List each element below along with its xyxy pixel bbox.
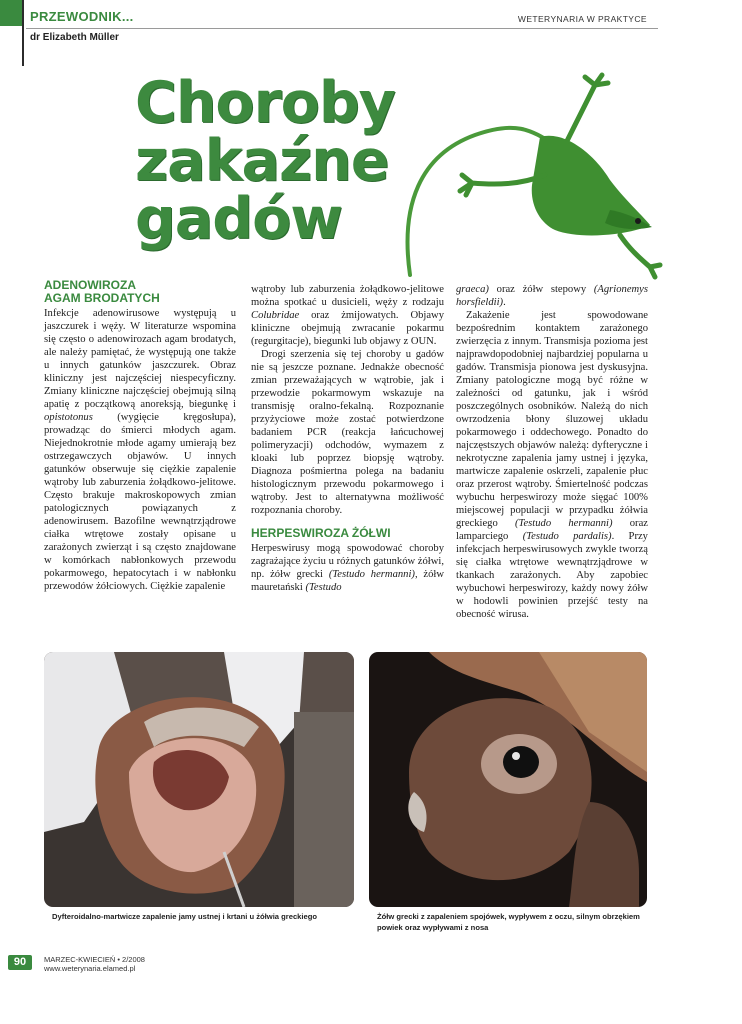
text-run: Herpeswirusy mogą spowodować choroby zagrażające życiu u różnych gatunków żółwi, np. żółw grecki (251, 543, 444, 580)
heading-adenovirus (44, 279, 160, 305)
text-run: , żółw mauretański (251, 569, 445, 593)
left-rule (22, 0, 24, 66)
italic-term: opistotonus (44, 412, 93, 423)
section-label: PRZEWODNIK... (30, 9, 134, 24)
column-2 (251, 283, 444, 594)
photo-tortoise-mouth-image (44, 652, 354, 907)
text-run: . (503, 297, 506, 308)
journal-name: WETERYNARIA W PRAKTYCE (517, 14, 647, 24)
text-run: oraz lamparciego (456, 518, 648, 542)
heading-herpesvirus: HERPESWIROZA ŻÓŁWI (251, 526, 391, 540)
page-number: 90 (8, 955, 32, 970)
text-run: Zakażenie jest spowodowane bezpośrednim kontaktem zarażonego zwierzęcia z innym. Transmisja pozioma jest najprawdopodobniej najbardziej popularna u gadów. Transmisja pionowa jest dyskusyjna. Zmiany patologiczne mogą być różne w zależności od gatunku, jak i wśród poszczególnych osobników. Należą do nich owrzodzenia błony śluzowej układu pokarmowego i oddechowego. Ponadto do najczęstszych objawów należą: dyfteryczne i nekrotyczne zapalenia jamy ustnej i języka, martwicze zapalenie oskrzeli, zapalenie płuc oraz przerost wątroby. Śmiertelność podczas wybuchu herpeswirozy może sięgać 100% miejscowej populacji w przypadku żółwia greckiego (456, 310, 648, 529)
section-color-bar (0, 0, 22, 26)
title-line-1: Choroby (135, 70, 395, 136)
italic-term: (Testudo hermanni) (515, 518, 613, 529)
website-link[interactable]: www.weterynaria.elamed.pl (44, 964, 136, 973)
italic-term: graeca) (456, 284, 489, 295)
paragraph (251, 542, 444, 594)
heading-adenovirus-line-1: ADENOWIROZA (44, 278, 136, 292)
paragraph (251, 283, 444, 348)
header-rule (26, 28, 658, 29)
italic-term: (Testudo pardalis) (522, 531, 612, 542)
text-run: wątroby lub zaburzenia żołądkowo-jelitowe można spotkać u dusicieli, węży z rodzaju (251, 284, 444, 308)
author: dr Elizabeth Müller (30, 32, 119, 43)
text-run: Infekcje adenowirusowe występują u jaszczurek i węży. W literaturze wspomina się często o adenowirozach agam brodatych, ale należy pamiętać, że występują one także u innych gatunków jaszczurek. Obraz kliniczny jest najczęściej niespecyficzny. Zmiany kliniczne najczęściej obejmują silną apatię z początkową anoreksją, biegunkę i (44, 308, 236, 410)
heading-adenovirus-line-2: AGAM BRODATYCH (44, 291, 160, 305)
text-run: . Przy infekcjach herpeswirusowych zwykle tworzą się ciałka wtrętowe wewnątrzjądrowe w tkankach zarażonych. Aby zapobiec wybuchowi herpeswirozy, każdy nowy żółw w hodowli powinien przejść testy na obecność wirusa. (456, 531, 648, 620)
italic-term: (Testudo hermanni) (328, 569, 415, 580)
paragraph: Drogi szerzenia się tej choroby u gadów nie są jeszcze poznane. Jednakże obecność zmian przeważających w wątrobie, jak i przewodzie pokarmowym wskazuje na transmisję oralno-fekalną. Rozpoznanie przyżyciowe może zostać potwierdzone badaniem PCR (reakcja łańcuchowej polimeryzacji) odchodów, wymazem z kloaki lub poprzez biopsję wątroby. Diagnoza pośmiertna polega na badaniu histologicznym przewodu pokarmowego i wątroby. Jest to alternatywna możliwość rozpoznania choroby. (251, 349, 444, 516)
photo-caption-2: Żółw grecki z zapaleniem spojówek, wypływem z oczu, silnym obrzękiem powiek oraz wypływami z nosa (377, 912, 640, 932)
title-line-3: gadów (135, 186, 342, 252)
photo-tortoise-eye-image (369, 652, 647, 907)
title-line-2: zakaźne (135, 128, 389, 194)
column-1 (44, 307, 236, 593)
text-run: oraz żółw stepowy (488, 284, 594, 295)
photo-tortoise-eye (369, 652, 647, 907)
italic-term: (Testudo (305, 582, 342, 593)
issue-date: MARZEC-KWIECIEŃ • 2/2008 (44, 955, 145, 964)
text-run: oraz żmijowatych. Objawy kliniczne obejmują zwracanie pokarmu (regurgitacje), biegunki lub objawy z OUN. (251, 310, 444, 347)
text-run: (wygięcie kręgosłupa), prowadząc do śmierci młodych agam. Niejednokrotnie młode agamy umierają bez ostrzegawczych objawów. U innych gatunków obserwuje się ciężkie zapalenie wątroby lub zaburzenia żołądkowo-jelitowe. Często brakuje makroskopowych zmian patologicznych powiązanych z adenowirusem. Bazofilne wewnątrzjądrowe ciałka wtrętowe zostały opisane u zarażonych zwierząt i są często znajdowane w komórkach nabłonkowych przewodu pokarmowego, hepatocytach i w nabłonku przewodów żółciowych. Ciężkie zapalenie (44, 412, 236, 592)
column-3 (456, 283, 648, 621)
paragraph (44, 307, 236, 593)
photo-caption-1: Dyfteroidalno-martwicze zapalenie jamy ustnej i krtani u żółwia greckiego (52, 912, 318, 921)
article-title (135, 70, 465, 252)
italic-term: (Agrionemys horsfieldii) (456, 284, 648, 308)
photo-tortoise-mouth (44, 652, 354, 907)
paragraph (456, 283, 648, 309)
italic-term: Colubridae (251, 310, 300, 321)
paragraph (456, 309, 648, 621)
